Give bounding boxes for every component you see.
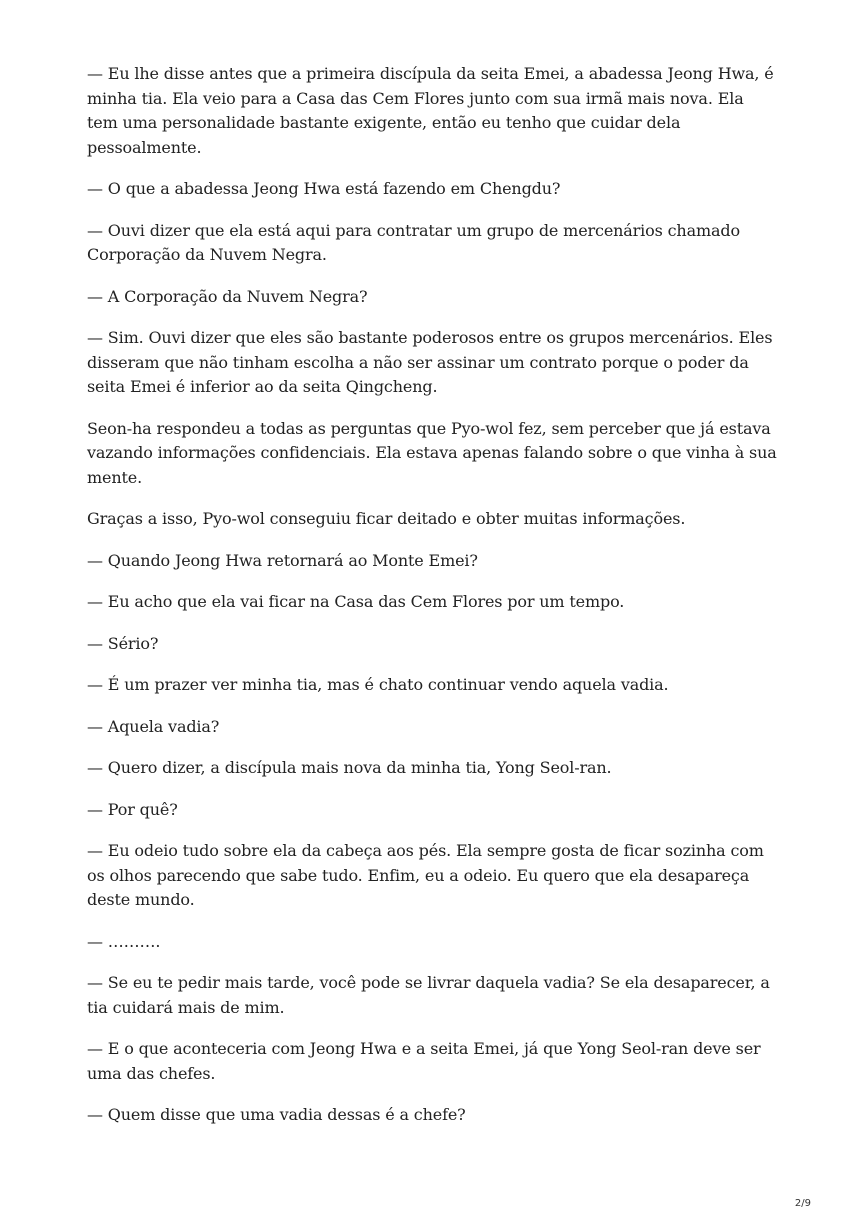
paragraph: — A Corporação da Nuvem Negra?: [87, 286, 368, 306]
paragraph: — E o que aconteceria com Jeong Hwa e a seita Emei, já que Yong Seol-ran deve ser uma das chefes.: [87, 1039, 761, 1083]
paragraph: — Eu lhe disse antes que a primeira discípula da seita Emei, a abadessa Jeong Hwa, é minha tia. Ela veio para a Casa das Cem Flores junto com sua irmã mais nova. Ela tem uma personalidade bastante exigente, então eu tenho que cuidar dela pessoalmente.: [87, 64, 774, 157]
paragraph: — ……….: [87, 931, 161, 951]
paragraph: — Por quê?: [87, 799, 178, 819]
paragraph: Seon-ha respondeu a todas as perguntas que Pyo-wol fez, sem perceber que já estava vazando informações confidenciais. Ela estava apenas falando sobre o que vinha à sua mente.: [87, 418, 777, 487]
paragraph: — Ouvi dizer que ela está aqui para contratar um grupo de mercenários chamado Corporação da Nuvem Negra.: [87, 220, 740, 264]
paragraph: — Quando Jeong Hwa retornará ao Monte Emei?: [87, 550, 478, 570]
paragraph: — Quem disse que uma vadia dessas é a chefe?: [87, 1105, 466, 1124]
paragraph: — O que a abadessa Jeong Hwa está fazendo em Chengdu?: [87, 179, 561, 198]
paragraph: — Eu odeio tudo sobre ela da cabeça aos pés. Ela sempre gosta de ficar sozinha com os olhos parecendo que sabe tudo. Enfim, eu a odeio. Eu quero que ela desapareça deste mundo.: [87, 841, 764, 909]
paragraph: — Sério?: [87, 633, 159, 653]
paragraph: Graças a isso, Pyo-wol conseguiu ficar deitado e obter muitas informações.: [87, 509, 686, 528]
paragraph: — É um prazer ver minha tia, mas é chato continuar vendo aquela vadia.: [87, 675, 669, 694]
paragraph: — Quero dizer, a discípula mais nova da minha tia, Yong Seol-ran.: [87, 758, 612, 777]
page-number: 2/9: [794, 1198, 811, 1209]
paragraph: — Se eu te pedir mais tarde, você pode se livrar daquela vadia? Se ela desaparecer, a tia cuidará mais de mim.: [87, 973, 770, 1017]
paragraph: — Aquela vadia?: [87, 716, 220, 736]
document-body: [87, 62, 777, 1145]
paragraph: — Eu acho que ela vai ficar na Casa das Cem Flores por um tempo.: [87, 592, 625, 611]
paragraph: — Sim. Ouvi dizer que eles são bastante poderosos entre os grupos mercenários. Eles disseram que não tinham escolha a não ser assinar um contrato porque o poder da seita Emei é inferior ao da seita Qingcheng.: [87, 328, 773, 396]
